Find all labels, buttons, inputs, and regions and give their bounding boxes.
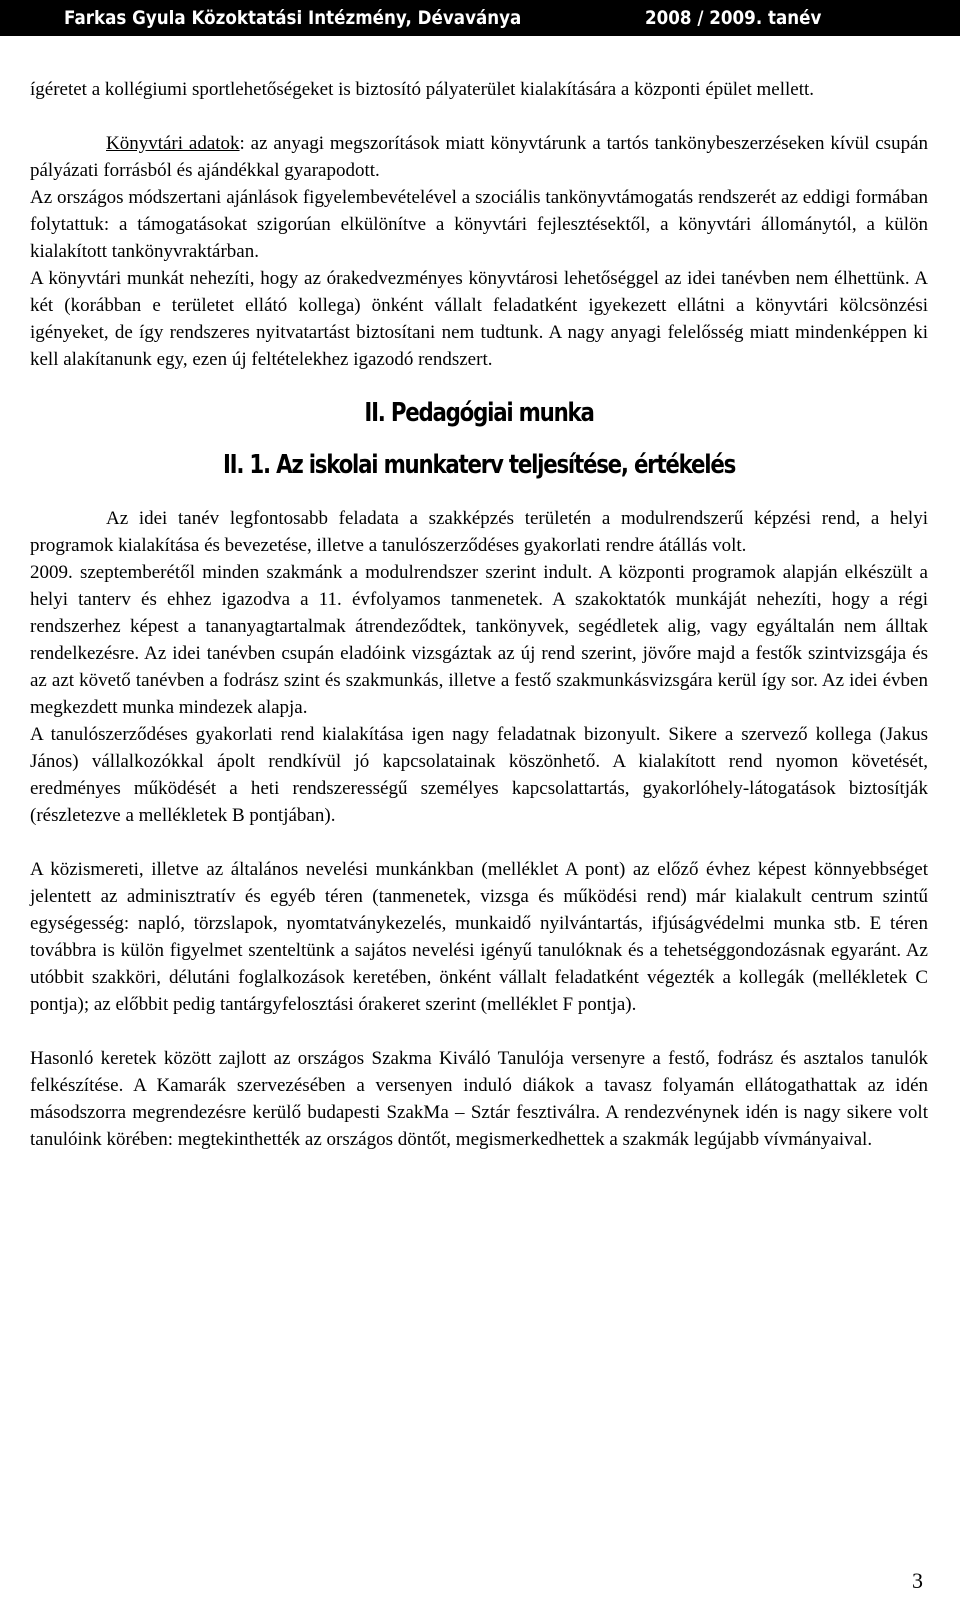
section-heading: II. Pedagógiai munka: [364, 398, 594, 428]
paragraph-module-system: 2009. szeptemberétől minden szakmánk a modulrendszer szerint indult. A központi programok alapján elkészült a helyi tanterv és ehhez igazodva a 11. évfolyamos tanmenetek. A szakoktatók munkáját nehezíti, hogy a régi rendszerhez képest a tananyagtartalmak átrendeződtek, tankönyvek, segédletek alig, vagy egyáltalán nem álltak rendelkezésre. Az idei tanévben csupán eladóink vizsgáztak az új rend szerint, jövőre majd a festők szintvizsgája és az azt követő tanévben a fodrász szint és szakmunkás, illetve a festő szakmunkásvizsgára kerül így sor. Az idei évben megkezdett munka mindezek alapja.: [30, 562, 928, 718]
page-header: [0, 0, 960, 36]
header-school-name: Farkas Gyula Közoktatási Intézmény, Dévaványa: [64, 7, 522, 29]
paragraph-main-task: Az idei tanév legfontosabb feladata a szakképzés területén a modulrendszerű képzési rend, a helyi programok kialakítása és bevezetése, illetve a tanulószerződéses gyakorlati rendre átállás volt.: [30, 508, 928, 556]
paragraph-competition: Hasonló keretek között zajlott az országos Szakma Kiváló Tanulója versenyre a festő, fodrász és asztalos tanulók felkészítése. A Kamarák szervezésében a versenyen induló diákok a tavasz folyamán ellátogathattak az idén másodszorra megrendezésre kerülő budapesti SzakMa – Sztár fesztiválra. A rendezvénynek idén is nagy sikere volt tanulóink körében: megtekinthették az országos döntőt, megismerkedhettek a szakmák legújabb vívmányaival.: [30, 1048, 928, 1150]
paragraph-library-work: A könyvtári munkát nehezíti, hogy az órakedvezményes könyvtárosi lehetőséggel az idei tanévben nem élhettünk. A két (korábban e területet ellátó kollega) önként vállalt feladatként igyekezett ellátni a könyvtári kölcsönzési igényeket, de így rendszeres nyitvatartást biztosítani nem tudtunk. A nagy anyagi felelősség miatt mindenképpen ki kell alakítanunk egy, ezen új feltételekhez igazodó rendszert.: [30, 268, 928, 370]
subsection-heading: II. 1. Az iskolai munkaterv teljesítése, értékelés: [222, 450, 736, 480]
paragraph-textbook-support: Az országos módszertani ajánlások figyelembevételével a szociális tankönyvtámogatás rendszerét az eddigi formában folytattuk: a támogatásokat szigorúan elkülönítve a könyvtári fejlesztésektől, a könyvtári állománytól, a külön kialakított tankönyvraktárban.: [30, 187, 928, 262]
paragraph-apprenticeship: A tanulószerződéses gyakorlati rend kialakítása igen nagy feladatnak bizonyult. Sikere a szervező kollega (Jakus János) vállalkozókkal ápolt rendkívül jó kapcsolatainak köszönhető. A kialakított rend nyomon követését, eredményes működését a heti rendszerességű személyes kapcsolattartás, gyakorlóhely-látogatások biztosítják (részletezve a mellékletek B pontjában).: [30, 724, 928, 826]
paragraph-sports-field: ígéretet a kollégiumi sportlehetőségeket is biztosító pályaterület kialakítására a központi épület mellett.: [30, 79, 815, 100]
header-school-year: 2008 / 2009. tanév: [645, 7, 822, 29]
library-data-text: : az anyagi megszorítások miatt könyvtárunk a tartós tankönybeszerzéseken kívül csupán pályázati forrásból és ajándékkal gyarapodott.: [30, 133, 929, 181]
page-number: 3: [912, 1568, 923, 1593]
paragraph-library-data: [30, 130, 928, 184]
document-body: [30, 76, 928, 1153]
paragraph-general-education: A közismereti, illetve az általános nevelési munkánkban (melléklet A pont) az előző évhez képest könnyebbséget jelentett az adminisztratív és egyéb téren (tanmenetek, vizsga és működési rend) már kialakult centrum szintű egységesség: napló, törzslapok, nyomtatványkezelés, munkaidő nyilvántartás, ifjúságvédelmi munka stb. E téren továbbra is külön figyelmet szenteltünk a sajátos nevelési igényű tanulóknak és a tehetséggondozásnak egyaránt. Az utóbbit szakköri, délutáni foglalkozások keretében, önként vállalt feladatként végezték a kollegák (mellékletek C pontja); az előbbit pedig tantárgyfelosztási órakeret szerint (melléklet F pontja).: [30, 859, 928, 1015]
library-data-label: Könyvtári adatok: [106, 133, 240, 154]
